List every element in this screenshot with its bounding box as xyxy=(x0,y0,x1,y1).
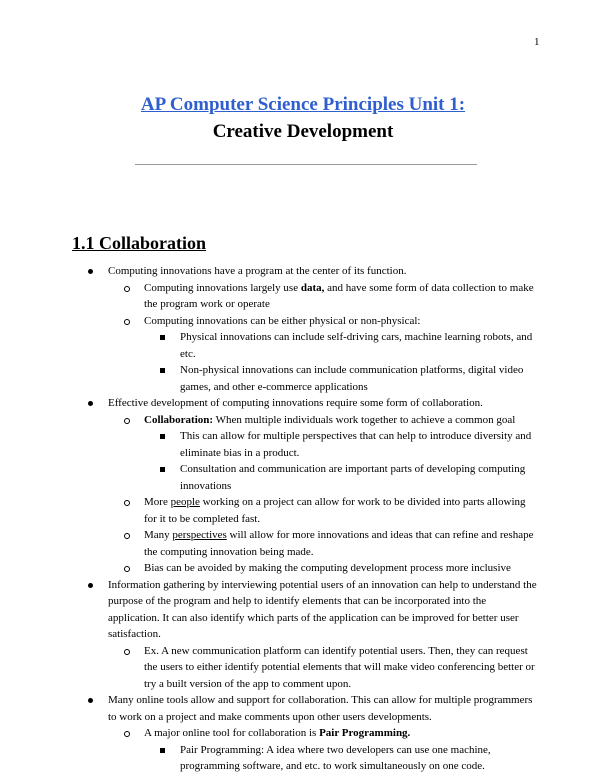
list-item-level-3 xyxy=(0,362,606,395)
bullet-circle-icon xyxy=(124,533,130,539)
list-item-text: Consultation and communication are important parts of developing computing innovations xyxy=(180,463,526,492)
list-item-level-1 xyxy=(0,577,606,643)
list-item-level-2 xyxy=(0,560,606,577)
bullet-circle-icon xyxy=(124,286,130,292)
bullet-square-icon xyxy=(160,335,165,340)
list-item-text: Ex. A new communication platform can identify potential users. Then, they can request the users to either identify potential elements that will make video conferencing better or try a built version of the app to comment upon. xyxy=(144,644,535,690)
bullet-square-icon xyxy=(160,467,165,472)
list-item-level-2 xyxy=(0,725,606,742)
bold-text: Collaboration: xyxy=(144,413,214,426)
bullet-circle-icon xyxy=(124,731,130,737)
bullet-disc-icon xyxy=(88,401,93,406)
list-item-text: will allow for more innovations and ideas that can refine and reshape the computing innovation being made. xyxy=(144,529,534,558)
bullet-list xyxy=(0,263,606,775)
list-item-level-2 xyxy=(0,313,606,330)
bullet-disc-icon xyxy=(88,698,93,703)
bullet-circle-icon xyxy=(124,500,130,506)
horizontal-rule xyxy=(135,164,477,165)
list-item-text: Many xyxy=(144,529,173,541)
list-item-text: Bias can be avoided by making the computing development process more inclusive xyxy=(144,562,511,574)
list-item-text: and have some form of data collection to make the program work or operate xyxy=(144,281,534,310)
page-number: 1 xyxy=(534,36,540,48)
list-item-level-3 xyxy=(0,428,606,461)
bullet-disc-icon xyxy=(88,583,93,588)
list-item-text: Information gathering by interviewing potential users of an innovation can help to understand the purpose of the program and help to identify elements that can be incorporated into the application. It can also identify which parts of the application can be improved for better user satisfaction. xyxy=(108,578,537,640)
list-item-level-2 xyxy=(0,527,606,560)
list-item-level-1 xyxy=(0,395,606,412)
document-title-link[interactable]: AP Computer Science Principles Unit 1: xyxy=(140,94,466,115)
list-item-text: working on a project can allow for work to be divided into parts allowing for it to be completed fast. xyxy=(144,496,526,525)
list-item-level-2 xyxy=(0,494,606,527)
list-item-level-1 xyxy=(0,263,606,280)
list-item-text: Effective development of computing innovations require some form of collaboration. xyxy=(108,397,483,409)
list-item-text: This can allow for multiple perspectives that can help to introduce diversity and eliminate bias in a product. xyxy=(180,430,532,459)
list-item-level-2 xyxy=(0,412,606,429)
bullet-square-icon xyxy=(160,434,165,439)
bullet-square-icon xyxy=(160,368,165,373)
list-item-level-1 xyxy=(0,692,606,725)
underlined-text: perspectives xyxy=(172,529,227,541)
bold-text: data, xyxy=(300,281,325,294)
bullet-circle-icon xyxy=(124,566,130,572)
bullet-circle-icon xyxy=(124,319,130,325)
underlined-text: people xyxy=(170,496,200,508)
list-item-text: Non-physical innovations can include communication platforms, digital video games, and other e-commerce applications xyxy=(180,364,524,393)
document-title xyxy=(0,94,606,116)
document-subtitle: Creative Development xyxy=(212,121,394,142)
list-item-level-3 xyxy=(0,742,606,775)
list-item-text: Computing innovations have a program at the center of its function. xyxy=(108,265,407,277)
bullet-circle-icon xyxy=(124,418,130,424)
list-item-level-3 xyxy=(0,461,606,494)
list-item-text: Computing innovations largely use xyxy=(144,281,301,294)
bullet-disc-icon xyxy=(88,269,93,274)
list-item-level-2 xyxy=(0,643,606,693)
bold-text: Pair Programming. xyxy=(319,727,411,739)
list-item-text: Many online tools allow and support for collaboration. This can allow for multiple programmers to work on a project and make comments upon other users developments. xyxy=(108,694,533,723)
list-item-text: More xyxy=(144,496,171,508)
list-item-level-3 xyxy=(0,329,606,362)
section-heading: 1.1 Collaboration xyxy=(72,233,207,253)
bullet-circle-icon xyxy=(124,649,130,655)
list-item-text: Computing innovations can be either physical or non-physical: xyxy=(144,314,421,327)
list-item-level-2 xyxy=(0,280,606,313)
list-item-text: A major online tool for collaboration is xyxy=(144,727,320,739)
list-item-text: Pair Programming: A idea where two developers can use one machine, programming software, and etc. to work simultaneously on one code. xyxy=(180,743,491,772)
bullet-square-icon xyxy=(160,748,165,753)
list-item-text: When multiple individuals work together to achieve a common goal xyxy=(213,413,516,426)
list-item-text: Physical innovations can include self-driving cars, machine learning robots, and etc. xyxy=(180,331,533,360)
